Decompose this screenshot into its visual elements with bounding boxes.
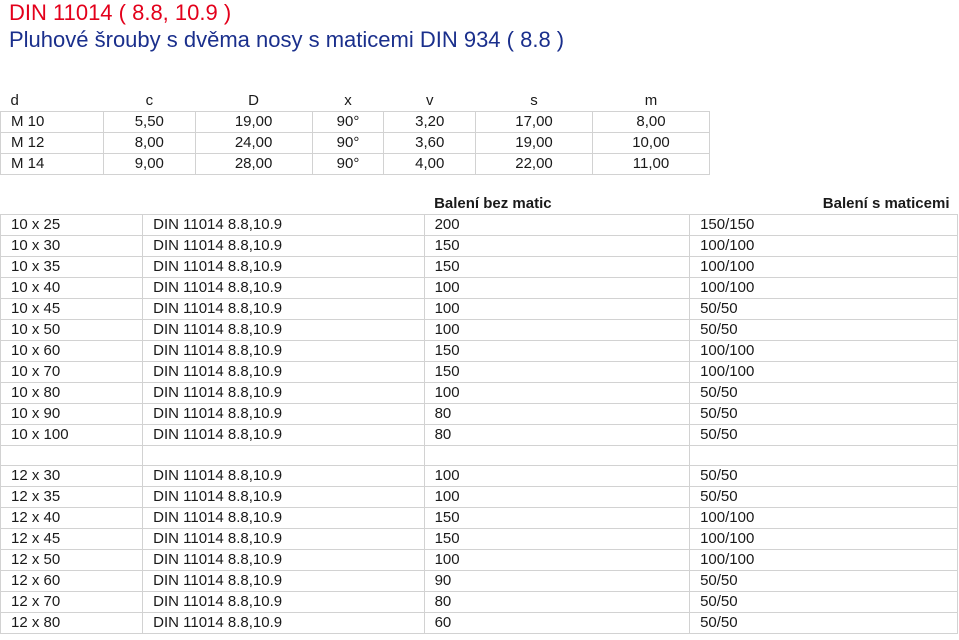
table-row [1, 257, 958, 278]
table-row [1, 215, 958, 236]
prod-col-pack-without-nuts: Balení bez matic [434, 195, 552, 212]
table-cell: 50/50 [690, 466, 958, 487]
dimensions-body [1, 112, 710, 175]
table-cell: 150/150 [690, 215, 958, 236]
table-cell: M 10 [1, 112, 104, 133]
table-cell: 50/50 [690, 320, 958, 341]
table-cell [424, 446, 690, 466]
page-subtitle: Pluhové šrouby s dvěma nosy s maticemi DIN 934 ( 8.8 ) [9, 27, 565, 52]
table-cell: 50/50 [690, 404, 958, 425]
table-row [1, 446, 958, 466]
prod-col-standard [143, 194, 424, 215]
table-cell: DIN 11014 8.8,10.9 [143, 466, 424, 487]
table-cell: 10 x 30 [1, 236, 143, 257]
table-cell: 100 [424, 320, 690, 341]
table-cell: DIN 11014 8.8,10.9 [143, 215, 424, 236]
table-cell: 10 x 80 [1, 383, 143, 404]
table-cell: 50/50 [690, 299, 958, 320]
table-row [1, 425, 958, 446]
table-cell: 150 [424, 529, 690, 550]
table-cell [1, 446, 143, 466]
table-cell: M 14 [1, 154, 104, 175]
table-row [1, 133, 710, 154]
table-cell: 50/50 [690, 571, 958, 592]
table-cell: 100 [424, 299, 690, 320]
dim-col-d: d [10, 92, 19, 109]
table-row [1, 592, 958, 613]
prod-col-size [1, 194, 143, 215]
table-cell: DIN 11014 8.8,10.9 [143, 487, 424, 508]
table-cell: 12 x 50 [1, 550, 143, 571]
table-cell: 10 x 45 [1, 299, 143, 320]
table-cell: 90° [312, 112, 384, 133]
table-row [1, 529, 958, 550]
table-cell: 90° [312, 154, 384, 175]
table-cell: 80 [424, 592, 690, 613]
table-row [1, 550, 958, 571]
table-cell: 50/50 [690, 592, 958, 613]
table-row [1, 320, 958, 341]
table-cell: DIN 11014 8.8,10.9 [143, 613, 424, 634]
table-cell: DIN 11014 8.8,10.9 [143, 299, 424, 320]
table-cell: 80 [424, 404, 690, 425]
dim-col-c: c [145, 92, 154, 109]
table-cell: 50/50 [690, 383, 958, 404]
table-row [1, 362, 958, 383]
table-cell: DIN 11014 8.8,10.9 [143, 362, 424, 383]
table-cell: 8,00 [104, 133, 196, 154]
table-row [1, 571, 958, 592]
table-cell: 90° [312, 133, 384, 154]
table-cell: 80 [424, 425, 690, 446]
table-cell: DIN 11014 8.8,10.9 [143, 404, 424, 425]
table-cell: 10 x 35 [1, 257, 143, 278]
table-cell: 12 x 45 [1, 529, 143, 550]
table-cell: 10 x 90 [1, 404, 143, 425]
table-row [1, 487, 958, 508]
table-cell: 3,60 [384, 133, 476, 154]
dim-col-x: x [344, 92, 352, 109]
table-cell: DIN 11014 8.8,10.9 [143, 571, 424, 592]
table-cell: 10 x 25 [1, 215, 143, 236]
table-cell: DIN 11014 8.8,10.9 [143, 341, 424, 362]
dim-col-D: D [248, 92, 260, 109]
table-cell: DIN 11014 8.8,10.9 [143, 320, 424, 341]
products-body [1, 215, 958, 634]
table-cell: 17,00 [476, 112, 593, 133]
table-cell: 150 [424, 362, 690, 383]
table-cell: 100 [424, 383, 690, 404]
table-cell: 10 x 40 [1, 278, 143, 299]
prod-col-pack-with-nuts: Balení s maticemi [822, 195, 950, 212]
table-cell: 50/50 [690, 613, 958, 634]
dimensions-table [0, 91, 710, 175]
table-cell: 100/100 [690, 362, 958, 383]
table-cell: 150 [424, 508, 690, 529]
table-cell: 100/100 [690, 341, 958, 362]
table-cell: 150 [424, 257, 690, 278]
table-cell [690, 446, 958, 466]
table-cell: 90 [424, 571, 690, 592]
table-row [1, 383, 958, 404]
table-cell: DIN 11014 8.8,10.9 [143, 383, 424, 404]
table-cell: DIN 11014 8.8,10.9 [143, 508, 424, 529]
table-cell: 12 x 80 [1, 613, 143, 634]
table-cell: 9,00 [104, 154, 196, 175]
table-row [1, 236, 958, 257]
table-cell: 60 [424, 613, 690, 634]
table-cell: 150 [424, 236, 690, 257]
table-cell: 150 [424, 341, 690, 362]
table-cell: 200 [424, 215, 690, 236]
dim-col-s: s [530, 92, 538, 109]
table-cell [143, 446, 424, 466]
table-row [1, 404, 958, 425]
table-cell: 22,00 [476, 154, 593, 175]
table-cell: 100/100 [690, 257, 958, 278]
table-cell: 5,50 [104, 112, 196, 133]
table-cell: 10,00 [592, 133, 709, 154]
table-row [1, 508, 958, 529]
table-row [1, 466, 958, 487]
table-cell: 10 x 50 [1, 320, 143, 341]
table-cell: 12 x 30 [1, 466, 143, 487]
dim-col-m: m [644, 92, 658, 109]
table-cell: 28,00 [195, 154, 312, 175]
table-cell: 24,00 [195, 133, 312, 154]
table-cell: 19,00 [195, 112, 312, 133]
table-row [1, 154, 710, 175]
table-cell: 100 [424, 466, 690, 487]
table-cell: 100/100 [690, 550, 958, 571]
table-cell: 3,20 [384, 112, 476, 133]
dimensions-header-row [1, 91, 710, 112]
table-cell: DIN 11014 8.8,10.9 [143, 257, 424, 278]
table-cell: 10 x 100 [1, 425, 143, 446]
table-cell: 100/100 [690, 508, 958, 529]
table-cell: M 12 [1, 133, 104, 154]
products-header-row [1, 194, 958, 215]
page-title: DIN 11014 ( 8.8, 10.9 ) [9, 0, 232, 25]
table-row [1, 278, 958, 299]
table-row [1, 613, 958, 634]
table-cell: 12 x 35 [1, 487, 143, 508]
table-cell: 100/100 [690, 278, 958, 299]
table-cell: 100 [424, 487, 690, 508]
table-cell: 10 x 70 [1, 362, 143, 383]
table-cell: 19,00 [476, 133, 593, 154]
table-cell: 8,00 [592, 112, 709, 133]
table-row [1, 112, 710, 133]
table-cell: 10 x 60 [1, 341, 143, 362]
table-cell: 50/50 [690, 425, 958, 446]
table-cell: DIN 11014 8.8,10.9 [143, 550, 424, 571]
table-cell: 11,00 [592, 154, 709, 175]
table-cell: 100 [424, 550, 690, 571]
table-cell: 12 x 60 [1, 571, 143, 592]
table-cell: 100 [424, 278, 690, 299]
table-cell: 4,00 [384, 154, 476, 175]
dim-col-v: v [425, 92, 434, 109]
table-cell: DIN 11014 8.8,10.9 [143, 529, 424, 550]
table-cell: DIN 11014 8.8,10.9 [143, 278, 424, 299]
products-table [0, 194, 958, 634]
table-row [1, 299, 958, 320]
table-cell: 100/100 [690, 529, 958, 550]
table-cell: DIN 11014 8.8,10.9 [143, 425, 424, 446]
table-cell: 100/100 [690, 236, 958, 257]
table-cell: DIN 11014 8.8,10.9 [143, 592, 424, 613]
table-cell: 50/50 [690, 487, 958, 508]
table-cell: 12 x 70 [1, 592, 143, 613]
table-cell: DIN 11014 8.8,10.9 [143, 236, 424, 257]
table-cell: 12 x 40 [1, 508, 143, 529]
table-row [1, 341, 958, 362]
